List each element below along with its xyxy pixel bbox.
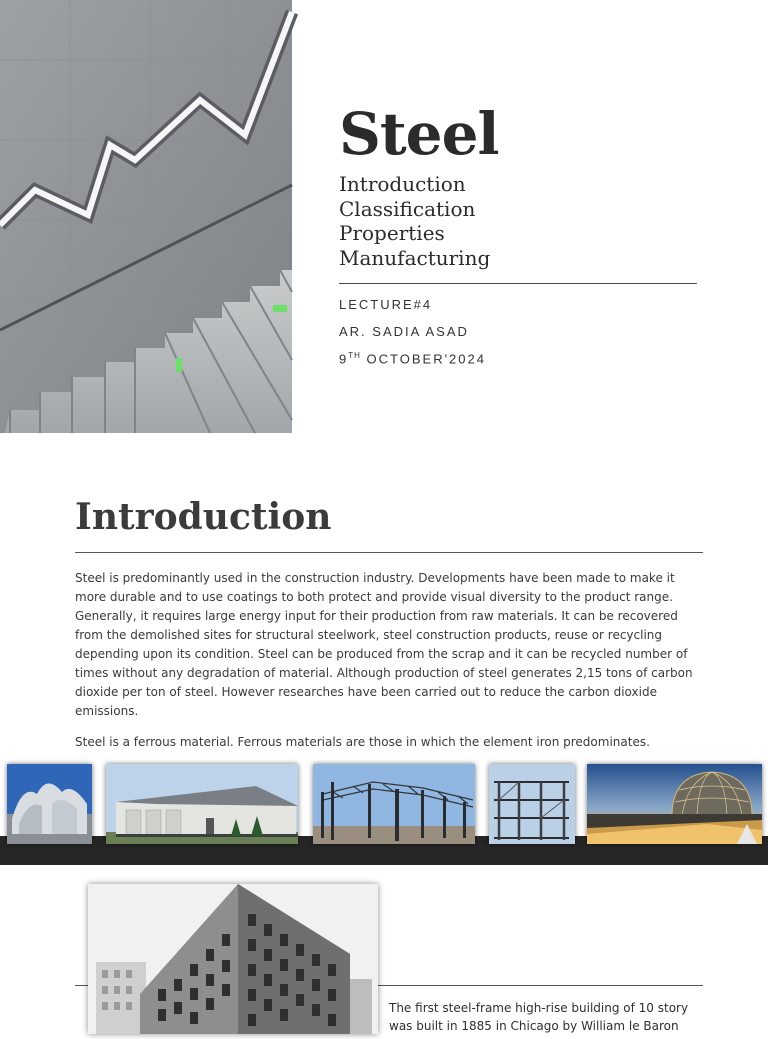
ferrous-paragraph: Steel is a ferrous material. Ferrous materials are those in which the element iron predominates. [75, 735, 650, 749]
section-heading-introduction: Introduction [75, 496, 332, 538]
date-rest: OCTOBER'2024 [366, 351, 486, 367]
photo-glass-dome [587, 764, 762, 844]
section-divider-left [75, 985, 89, 986]
section-divider-right [378, 985, 703, 986]
stair-graph-illustration [0, 0, 292, 433]
photo-metal-warehouse [106, 764, 298, 844]
photo-historic-steel-frame-building [88, 884, 378, 1034]
lecture-number: LECTURE#4 [339, 297, 433, 312]
lecture-date [339, 351, 486, 366]
intro-paragraph: Steel is predominantly used in the construction industry. Developments have been made to make it more durable and to use coatings to both protect and provide visual diversity to the product range. Generally, it requires large energy input for their production from raw materials. It can be recovered from the demolished sites for structural steelwork, steel construction products, reuse or recycling depending upon its condition. Steel can be produced from the scrap and it can be recycled number of times without any degradation of material. Although production of steel generates 2,15 tons of carbon dioxide per ton of steel. However researches have been carried out to reduce the carbon dioxide emissions. [75, 571, 693, 718]
photo-steel-skeleton-building [489, 764, 575, 844]
topic-item: Properties [339, 221, 445, 245]
topic-item: Manufacturing [339, 245, 491, 270]
history-paragraph: The first steel-frame high-rise building of 10 story was built in 1885 in Chicago by William le Baron [389, 1001, 689, 1033]
steel-building-photo-strip [0, 756, 768, 866]
photo-steel-truss-frame [313, 764, 475, 844]
cover-image [0, 0, 292, 433]
date-suffix: TH [348, 351, 361, 360]
topic-item: Classification [339, 196, 476, 221]
section-divider [75, 552, 703, 553]
author-name: AR. SADIA ASAD [339, 324, 469, 339]
topic-list [339, 172, 490, 270]
title-divider [339, 283, 697, 284]
photo-concert-hall [7, 764, 92, 844]
date-day: 9 [339, 351, 349, 367]
topic-item: Introduction [339, 172, 466, 196]
document-title: Steel [339, 100, 499, 168]
